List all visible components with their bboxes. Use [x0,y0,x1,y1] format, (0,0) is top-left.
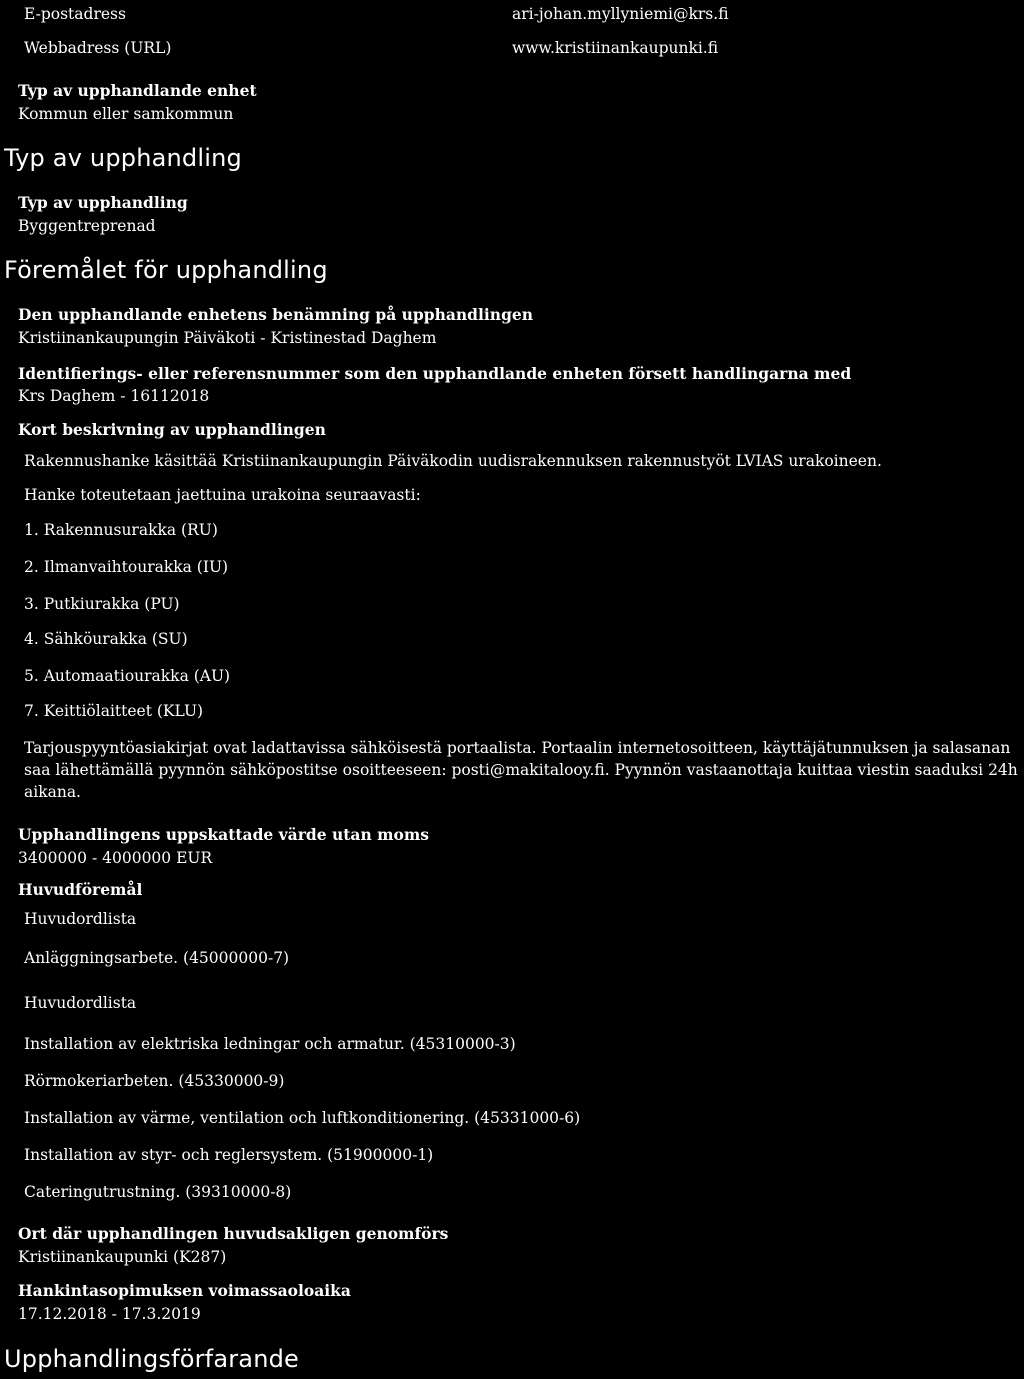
section-heading-procurement-type: Typ av upphandling [4,144,242,172]
period-value: 17.12.2018 - 17.3.2019 [18,1305,201,1323]
entity-type-value: Kommun eller samkommun [18,105,234,123]
description-outro: Tarjouspyyntöasiakirjat ovat ladattavissa sähköisestä portaalista. Portaalin internetosoitteen, käyttäjätunnuksen ja salasanan saa lähettämällä pyynnön sähköpostitse osoitteeseen: posti@makitalooy.fi. Pyynnön vastaanottaja kuittaa viestin saaduksi 24h aikana. [24,739,1018,801]
procurement-type-label: Typ av upphandling [18,193,188,212]
cpv-item: Installation av styr- och reglersystem. (51900000-1) [24,1146,434,1164]
cpv-item: Cateringutrustning. (39310000-8) [24,1183,292,1201]
section-heading-subject: Föremålet för upphandling [4,256,328,284]
contract-item: 7. Keittiölaitteet (KLU) [24,702,204,720]
description-label: Kort beskrivning av upphandlingen [18,420,326,439]
cpv-item: Anläggningsarbete. (45000000-7) [24,949,290,967]
email-value[interactable]: ari-johan.myllyniemi@krs.fi [512,5,729,23]
email-label: E-postadress [24,5,126,23]
period-label: Hankintasopimuksen voimassaoloaika [18,1281,351,1300]
description-split: Hanke toteutetaan jaettuina urakoina seuraavasti: [24,486,421,504]
estimated-value: 3400000 - 4000000 EUR [18,849,213,867]
reference-value: Krs Daghem - 16112018 [18,387,210,405]
cpv-item: Installation av elektriska ledningar och armatur. (45310000-3) [24,1035,516,1053]
entity-type-label: Typ av upphandlande enhet [18,81,257,100]
contract-item: 1. Rakennusurakka (RU) [24,521,218,539]
contract-item: 4. Sähköurakka (SU) [24,630,188,648]
procurement-type-value: Byggentreprenad [18,217,156,235]
place-value: Kristiinankaupunki (K287) [18,1248,227,1266]
procurement-name-value: Kristiinankaupungin Päiväkoti - Kristinestad Daghem [18,329,437,347]
cpv-item: Rörmokeriarbeten. (45330000-9) [24,1072,285,1090]
description-intro: Rakennushanke käsittää Kristiinankaupungin Päiväkodin uudisrakennuksen rakennustyöt LVIAS urakoineen. [24,452,882,470]
reference-label: Identifierings- eller referensnummer som den upphandlande enheten försett handlingarna med [18,364,852,383]
contract-item: 3. Putkiurakka (PU) [24,595,180,613]
estimated-value-label: Upphandlingens uppskattade värde utan moms [18,825,429,844]
cpv-item: Installation av värme, ventilation och luftkonditionering. (45331000-6) [24,1109,581,1127]
place-label: Ort där upphandlingen huvudsakligen genomförs [18,1224,449,1243]
contract-item: 2. Ilmanvaihtourakka (IU) [24,558,229,576]
web-label: Webbadress (URL) [24,39,172,57]
contract-item: 5. Automaatiourakka (AU) [24,667,231,685]
main-list-label: Huvudordlista [24,910,137,928]
section-heading-procedure: Upphandlingsförfarande [4,1345,300,1373]
main-object-label: Huvudföremål [18,880,143,899]
procurement-name-label: Den upphandlande enhetens benämning på upphandlingen [18,305,534,324]
main-list-label: Huvudordlista [24,994,137,1012]
web-value[interactable]: www.kristiinankaupunki.fi [512,39,719,57]
